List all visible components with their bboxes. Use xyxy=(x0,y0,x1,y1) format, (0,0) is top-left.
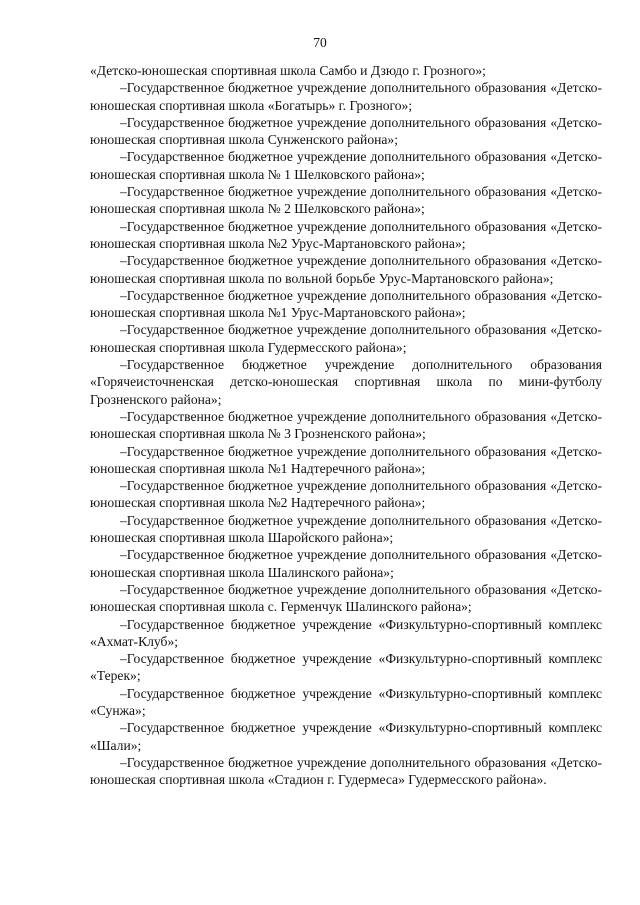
paragraph-15: –Государственное бюджетное учреждение дополнительного образования «Детско-юношеская спортивная школа Шалинского района»; xyxy=(90,547,602,580)
paragraph-10: –Государственное бюджетное учреждение дополнительного образования «Горячеисточненская детско-юношеская спортивная школа по мини-футболу Грозненского района»; xyxy=(90,357,602,407)
paragraph-19: –Государственное бюджетное учреждение «Физкультурно-спортивный комплекс «Сунжа»; xyxy=(90,685,602,718)
paragraph-3: –Государственное бюджетное учреждение дополнительного образования «Детско-юношеская спортивная школа Сунженского района»; xyxy=(90,114,602,148)
paragraph-5: –Государственное бюджетное учреждение дополнительного образования «Детско-юношеская спортивная школа № 2 Шелковского района»; xyxy=(90,184,602,217)
paragraph-20: –Государственное бюджетное учреждение «Физкультурно-спортивный комплекс «Шали»; xyxy=(90,720,602,753)
paragraph-9: –Государственное бюджетное учреждение дополнительного образования «Детско-юношеская спортивная школа Гудермесского района»; xyxy=(90,322,602,355)
paragraph-4: –Государственное бюджетное учреждение дополнительного образования «Детско-юношеская спортивная школа № 1 Шелковского района»; xyxy=(90,149,602,182)
paragraph-14: –Государственное бюджетное учреждение дополнительного образования «Детско-юношеская спортивная школа Шаройского района»; xyxy=(90,512,602,546)
paragraph-11: –Государственное бюджетное учреждение дополнительного образования «Детско-юношеская спортивная школа № 3 Грозненского района»; xyxy=(90,408,602,442)
paragraph-16: –Государственное бюджетное учреждение дополнительного образования «Детско-юношеская спортивная школа с. Герменчук Шалинского района»; xyxy=(90,581,602,615)
paragraph-18: –Государственное бюджетное учреждение «Физкультурно-спортивный комплекс «Терек»; xyxy=(90,651,602,684)
paragraph-2: –Государственное бюджетное учреждение дополнительного образования «Детско-юношеская спортивная школа «Богатырь» г. Грозного»; xyxy=(90,80,602,113)
document-body xyxy=(90,62,602,788)
paragraph-13: –Государственное бюджетное учреждение дополнительного образования «Детско-юношеская спортивная школа №2 Надтеречного района»; xyxy=(90,478,602,511)
paragraph-8: –Государственное бюджетное учреждение дополнительного образования «Детско-юношеская спортивная школа №1 Урус-Мартановского района»; xyxy=(90,287,602,321)
paragraph-21: –Государственное бюджетное учреждение дополнительного образования «Детско-юношеская спортивная школа «Стадион г. Гудермеса» Гудермесского района». xyxy=(90,754,602,788)
page-number: 70 xyxy=(313,35,327,50)
paragraph-1: «Детско-юношеская спортивная школа Самбо и Дзюдо г. Грозного»; xyxy=(90,63,486,78)
paragraph-7: –Государственное бюджетное учреждение дополнительного образования «Детско-юношеская спортивная школа по вольной борьбе Урус-Мартановского района»; xyxy=(90,253,602,286)
paragraph-17: –Государственное бюджетное учреждение «Физкультурно-спортивный комплекс «Ахмат-Клуб»; xyxy=(90,616,602,649)
paragraph-12: –Государственное бюджетное учреждение дополнительного образования «Детско-юношеская спортивная школа №1 Надтеречного района»; xyxy=(90,443,602,476)
paragraph-6: –Государственное бюджетное учреждение дополнительного образования «Детско-юношеская спортивная школа №2 Урус-Мартановского района»; xyxy=(90,218,602,251)
